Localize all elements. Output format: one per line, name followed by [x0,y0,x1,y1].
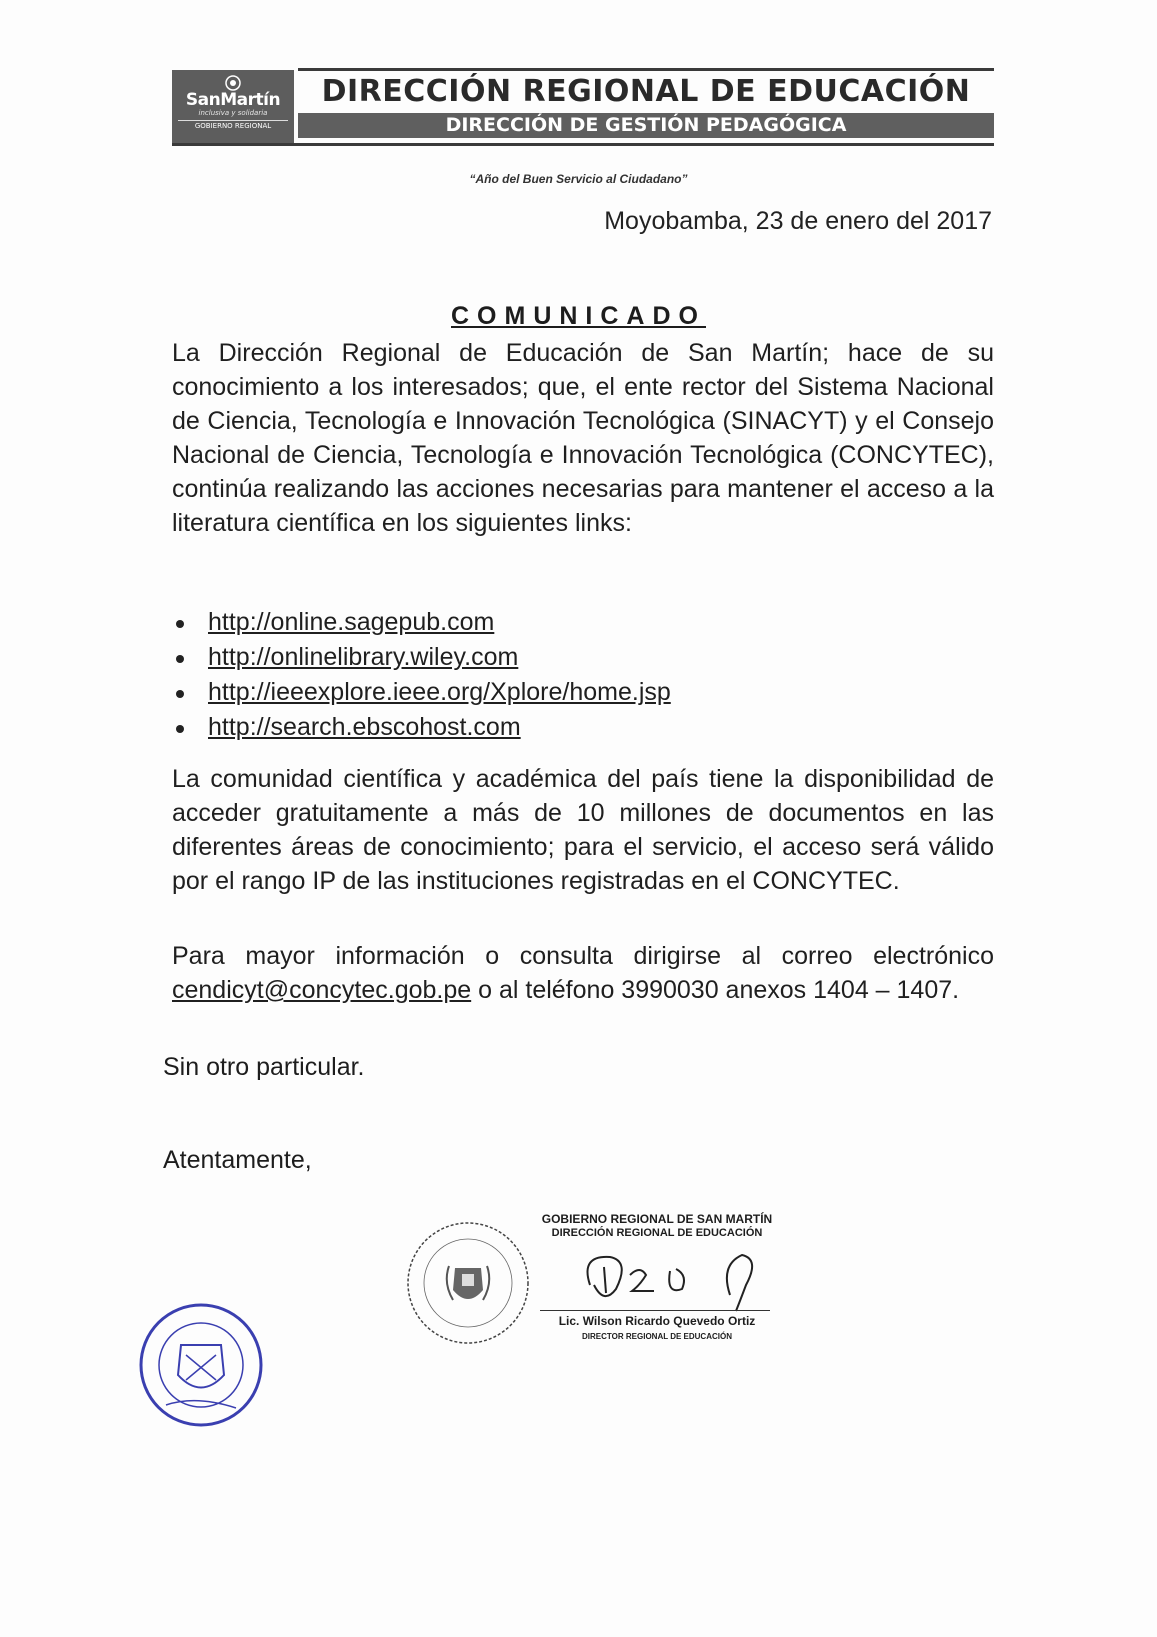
header-bottom-rule [172,143,994,146]
list-item [172,640,671,675]
contact-email-link[interactable]: cendicyt@concytec.gob.pe [172,976,472,1004]
signature-org-line2: DIRECCIÓN REGIONAL DE EDUCACIÓN [551,1227,763,1239]
closing-line: Sin otro particular. [163,1053,365,1081]
link-wiley[interactable]: http://onlinelibrary.wiley.com [208,643,519,671]
logo-government: GOBIERNO REGIONAL [178,120,288,131]
header-top-rule [298,68,994,71]
signer-role: DIRECTOR REGIONAL DE EDUCACIÓN [582,1332,732,1341]
logo-brand: SanMartín [185,90,281,110]
year-motto: “Año del Buen Servicio al Ciudadano” [469,172,688,186]
official-seal [403,1218,533,1348]
contact-text-after: o al teléfono 3990030 anexos 1404 – 1407. [478,976,960,1004]
list-item [172,675,671,710]
document-title: COMUNICADO [451,302,706,330]
list-item [172,710,671,745]
signature-organization [527,1212,787,1240]
signature-org-line1: GOBIERNO REGIONAL DE SAN MARTÍN [541,1212,773,1226]
department-stamp [136,1300,266,1430]
date-line: Moyobamba, 23 de enero del 2017 [604,207,992,235]
paragraph-contact [172,939,994,1007]
paragraph-access: La comunidad científica y académica del país tiene la disponibilidad de acceder gratuitamente a más de 10 millones de documentos en las diferentes áreas de conocimiento; para el servicio, el acceso será válido por el rango IP de las instituciones registradas en el CONCYTEC. [172,765,994,895]
signature-rule [540,1310,770,1311]
salutation: Atentamente, [163,1146,312,1174]
link-ieee[interactable]: http://ieeexplore.ieee.org/Xplore/home.jsp [208,678,671,706]
list-item [172,605,671,640]
link-ebsco[interactable]: http://search.ebscohost.com [208,713,521,741]
handwritten-signature [570,1245,785,1315]
header-title: DIRECCIÓN REGIONAL DE EDUCACIÓN [321,74,971,109]
regional-government-logo [172,70,294,143]
contact-text-before: Para mayor información o consulta dirigirse al correo electrónico [172,942,994,970]
signer-name: Lic. Wilson Ricardo Quevedo Ortiz [558,1314,756,1328]
links-list [172,605,671,745]
link-sagepub[interactable]: http://online.sagepub.com [208,608,495,636]
paragraph-intro: La Dirección Regional de Educación de San Martín; hace de su conocimiento a los interesados; que, el ente rector del Sistema Nacional de Ciencia, Tecnología e Innovación Tecnológica (SINACYT) y el Consejo Nacional de Ciencia, Tecnología e Innovación Tecnológica (CONCYTEC), continúa realizando las acciones necesarias para mantener el acceso a la literatura científica en los siguientes links: [172,339,994,537]
logo-tagline: inclusiva y solidaria [198,109,268,117]
header-subtitle-band: DIRECCIÓN DE GESTIÓN PEDAGÓGICA [298,113,994,138]
